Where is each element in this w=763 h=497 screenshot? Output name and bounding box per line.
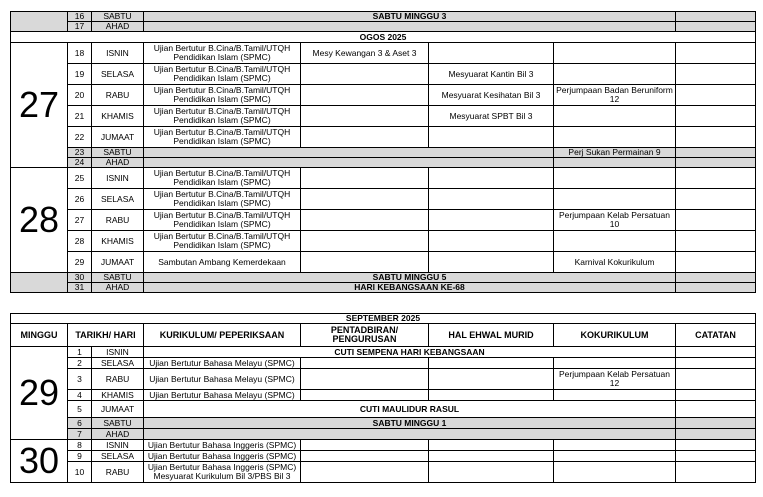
hem-cell [429, 252, 554, 273]
catatan-cell [676, 369, 756, 390]
hem-cell [429, 168, 554, 189]
day-name: AHAD [92, 283, 144, 293]
kurikulum-cell: Ujian Bertutur B.Cina/B.Tamil/UTQH Pendidikan Islam (SPMC) [144, 231, 301, 252]
date-number: 2 [68, 358, 92, 369]
day-name: SELASA [92, 64, 144, 85]
table-row [11, 429, 756, 440]
day-name: AHAD [92, 22, 144, 32]
hem-cell [429, 43, 554, 64]
date-number: 16 [68, 12, 92, 22]
date-number: 9 [68, 451, 92, 462]
table-row [11, 347, 756, 358]
table-row [11, 314, 756, 324]
kurikulum-cell: Ujian Bertutur Bahasa Melayu (SPMC) [144, 390, 301, 401]
header-catatan: CATATAN [676, 324, 756, 347]
catatan-cell [676, 401, 756, 418]
date-number: 30 [68, 273, 92, 283]
date-number: 3 [68, 369, 92, 390]
span-note: SABTU MINGGU 3 [144, 12, 676, 22]
span-note: CUTI MAULIDUR RASUL [144, 401, 676, 418]
table-row [11, 189, 756, 210]
table-row [11, 273, 756, 283]
day-name: SELASA [92, 451, 144, 462]
day-name: JUMAAT [92, 127, 144, 148]
catatan-cell [676, 168, 756, 189]
hem-cell: Mesyuarat Kantin Bil 3 [429, 64, 554, 85]
day-name: AHAD [92, 429, 144, 440]
date-number: 19 [68, 64, 92, 85]
catatan-cell [676, 127, 756, 148]
date-number: 24 [68, 158, 92, 168]
date-number: 22 [68, 127, 92, 148]
day-name: ISNIN [92, 43, 144, 64]
date-number: 5 [68, 401, 92, 418]
kurikulum-cell: Ujian Bertutur Bahasa Melayu (SPMC) [144, 358, 301, 369]
hem-cell [429, 189, 554, 210]
week-cell-empty [11, 12, 68, 32]
span-note: CUTI SEMPENA HARI KEBANGSAAN [144, 347, 676, 358]
catatan-cell [676, 22, 756, 32]
header-minggu: MINGGU [11, 324, 68, 347]
day-name: ISNIN [92, 168, 144, 189]
hem-cell: Mesyuarat SPBT Bil 3 [429, 106, 554, 127]
hem-cell [429, 358, 554, 369]
table-row [11, 148, 756, 158]
table-row [11, 12, 756, 22]
table-row [11, 390, 756, 401]
date-number: 17 [68, 22, 92, 32]
catatan-cell [676, 429, 756, 440]
table-row [11, 106, 756, 127]
kokurikulum-cell [554, 168, 676, 189]
span-note [144, 158, 554, 168]
table-row [11, 358, 756, 369]
august-calendar-table [10, 11, 756, 293]
table-row [11, 252, 756, 273]
catatan-cell [676, 347, 756, 358]
day-name: SABTU [92, 148, 144, 158]
kurikulum-cell: Ujian Bertutur Bahasa Inggeris (SPMC) [144, 451, 301, 462]
day-name: SABTU [92, 273, 144, 283]
table-row [11, 32, 756, 43]
pentadbiran-cell [301, 390, 429, 401]
date-number: 21 [68, 106, 92, 127]
pentadbiran-cell [301, 462, 429, 483]
pentadbiran-cell [301, 231, 429, 252]
kokurikulum-cell [554, 158, 676, 168]
kurikulum-cell: Ujian Bertutur Bahasa Inggeris (SPMC) [144, 440, 301, 451]
catatan-cell [676, 451, 756, 462]
date-number: 8 [68, 440, 92, 451]
kurikulum-cell: Sambutan Ambang Kemerdekaan [144, 252, 301, 273]
date-number: 18 [68, 43, 92, 64]
table-row [11, 127, 756, 148]
catatan-cell [676, 158, 756, 168]
date-number: 1 [68, 347, 92, 358]
span-note: SABTU MINGGU 1 [144, 418, 676, 429]
hem-cell [429, 390, 554, 401]
hem-cell [429, 210, 554, 231]
hem-cell [429, 440, 554, 451]
week-number: 29 [11, 347, 68, 440]
pentadbiran-cell [301, 369, 429, 390]
span-note [144, 429, 676, 440]
kokurikulum-cell [554, 462, 676, 483]
date-number: 20 [68, 85, 92, 106]
catatan-cell [676, 85, 756, 106]
week-number: 30 [11, 440, 68, 483]
table-row [11, 462, 756, 483]
catatan-cell [676, 440, 756, 451]
span-note: HARI KEBANGSAAN KE-68 [144, 283, 676, 293]
day-name: KHAMIS [92, 106, 144, 127]
kokurikulum-cell [554, 358, 676, 369]
table-row [11, 158, 756, 168]
span-note: SABTU MINGGU 5 [144, 273, 676, 283]
date-number: 7 [68, 429, 92, 440]
pentadbiran-cell [301, 85, 429, 106]
kurikulum-cell: Ujian Bertutur B.Cina/B.Tamil/UTQH Pendidikan Islam (SPMC) [144, 43, 301, 64]
kokurikulum-cell: Perjumpaan Kelab Persatuan 10 [554, 210, 676, 231]
kokurikulum-cell [554, 64, 676, 85]
catatan-cell [676, 64, 756, 85]
pentadbiran-cell [301, 358, 429, 369]
date-number: 31 [68, 283, 92, 293]
pentadbiran-cell [301, 64, 429, 85]
kurikulum-cell: Ujian Bertutur B.Cina/B.Tamil/UTQH Pendidikan Islam (SPMC) [144, 189, 301, 210]
catatan-cell [676, 358, 756, 369]
table-row [11, 43, 756, 64]
kokurikulum-cell: Perjumpaan Kelab Persatuan 12 [554, 369, 676, 390]
date-number: 10 [68, 462, 92, 483]
kokurikulum-cell [554, 390, 676, 401]
table-row [11, 369, 756, 390]
header-kokurikulum: KOKURIKULUM [554, 324, 676, 347]
day-name: ISNIN [92, 347, 144, 358]
catatan-cell [676, 283, 756, 293]
kurikulum-cell: Ujian Bertutur B.Cina/B.Tamil/UTQH Pendidikan Islam (SPMC) [144, 85, 301, 106]
catatan-cell [676, 106, 756, 127]
kurikulum-cell: Ujian Bertutur B.Cina/B.Tamil/UTQH Pendidikan Islam (SPMC) [144, 127, 301, 148]
table-row [11, 440, 756, 451]
kokurikulum-cell [554, 189, 676, 210]
catatan-cell [676, 231, 756, 252]
kokurikulum-cell [554, 440, 676, 451]
kurikulum-cell: Ujian Bertutur B.Cina/B.Tamil/UTQH Pendidikan Islam (SPMC) [144, 64, 301, 85]
pentadbiran-cell: Mesy Kewangan 3 & Aset 3 [301, 43, 429, 64]
day-name: SABTU [92, 418, 144, 429]
kokurikulum-cell [554, 106, 676, 127]
table-row [11, 22, 756, 32]
month-title: OGOS 2025 [11, 32, 756, 43]
catatan-cell [676, 252, 756, 273]
header-pentadbiran: PENTADBIRAN/ PENGURUSAN [301, 324, 429, 347]
pentadbiran-cell [301, 106, 429, 127]
day-name: ISNIN [92, 440, 144, 451]
hem-cell [429, 127, 554, 148]
header-kurikulum: KURIKULUM/ PEPERIKSAAN [144, 324, 301, 347]
table-row [11, 64, 756, 85]
pentadbiran-cell [301, 440, 429, 451]
date-number: 26 [68, 189, 92, 210]
kurikulum-cell: Ujian Bertutur B.Cina/B.Tamil/UTQH Pendidikan Islam (SPMC) [144, 168, 301, 189]
date-number: 27 [68, 210, 92, 231]
pentadbiran-cell [301, 252, 429, 273]
table-row [11, 231, 756, 252]
day-name: KHAMIS [92, 231, 144, 252]
kokurikulum-cell [554, 451, 676, 462]
span-note [144, 148, 554, 158]
week-cell-empty [11, 273, 68, 293]
kurikulum-cell: Ujian Bertutur B.Cina/B.Tamil/UTQH Pendidikan Islam (SPMC) [144, 106, 301, 127]
header-hem: HAL EHWAL MURID [429, 324, 554, 347]
table-row [11, 401, 756, 418]
table-row [11, 85, 756, 106]
catatan-cell [676, 273, 756, 283]
hem-cell [429, 462, 554, 483]
day-name: SELASA [92, 358, 144, 369]
day-name: AHAD [92, 158, 144, 168]
kokurikulum-cell: Perjumpaan Badan Beruniform 12 [554, 85, 676, 106]
kokurikulum-cell [554, 43, 676, 64]
catatan-cell [676, 418, 756, 429]
catatan-cell [676, 390, 756, 401]
pentadbiran-cell [301, 168, 429, 189]
hem-cell: Mesyuarat Kesihatan Bil 3 [429, 85, 554, 106]
day-name: SABTU [92, 12, 144, 22]
hem-cell [429, 369, 554, 390]
week-number: 27 [11, 43, 68, 168]
kurikulum-cell: Ujian Bertutur Bahasa Melayu (SPMC) [144, 369, 301, 390]
catatan-cell [676, 189, 756, 210]
month-title: SEPTEMBER 2025 [11, 314, 756, 324]
day-name: RABU [92, 210, 144, 231]
september-calendar-table [10, 313, 756, 483]
catatan-cell [676, 43, 756, 64]
day-name: RABU [92, 462, 144, 483]
day-name: RABU [92, 369, 144, 390]
day-name: JUMAAT [92, 252, 144, 273]
day-name: RABU [92, 85, 144, 106]
pentadbiran-cell [301, 127, 429, 148]
kurikulum-cell: Ujian Bertutur Bahasa Inggeris (SPMC) Mesyuarat Kurikulum Bil 3/PBS Bil 3 [144, 462, 301, 483]
day-name: JUMAAT [92, 401, 144, 418]
date-number: 23 [68, 148, 92, 158]
pentadbiran-cell [301, 210, 429, 231]
pentadbiran-cell [301, 189, 429, 210]
catatan-cell [676, 148, 756, 158]
day-name: KHAMIS [92, 390, 144, 401]
table-row [11, 418, 756, 429]
header-tarikh: TARIKH/ HARI [68, 324, 144, 347]
table-row [11, 283, 756, 293]
kurikulum-cell: Ujian Bertutur B.Cina/B.Tamil/UTQH Pendidikan Islam (SPMC) [144, 210, 301, 231]
table-row [11, 451, 756, 462]
span-note [144, 22, 676, 32]
hem-cell [429, 451, 554, 462]
hem-cell [429, 231, 554, 252]
date-number: 25 [68, 168, 92, 189]
table-row [11, 324, 756, 347]
date-number: 28 [68, 231, 92, 252]
catatan-cell [676, 462, 756, 483]
week-number: 28 [11, 168, 68, 273]
day-name: SELASA [92, 189, 144, 210]
date-number: 29 [68, 252, 92, 273]
date-number: 4 [68, 390, 92, 401]
kokurikulum-cell: Perj Sukan Permainan 9 [554, 148, 676, 158]
table-row [11, 168, 756, 189]
catatan-cell [676, 210, 756, 231]
date-number: 6 [68, 418, 92, 429]
table-row [11, 210, 756, 231]
kokurikulum-cell [554, 231, 676, 252]
kokurikulum-cell: Karnival Kokurikulum [554, 252, 676, 273]
pentadbiran-cell [301, 451, 429, 462]
kokurikulum-cell [554, 127, 676, 148]
catatan-cell [676, 12, 756, 22]
